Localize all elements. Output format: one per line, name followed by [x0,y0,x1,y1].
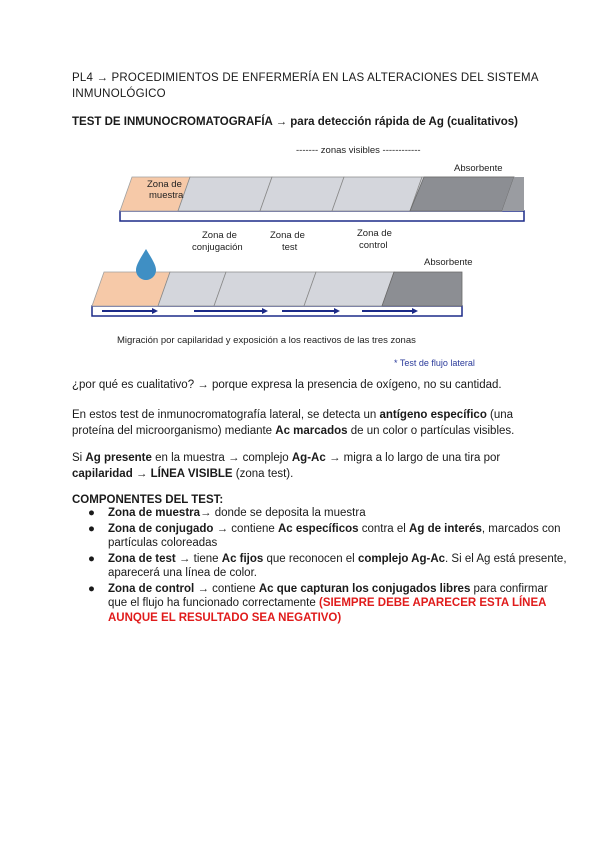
bullet-icon: ● [88,552,95,565]
component-test-desc-3: . Si el Ag está presente, aparecerá una línea de color. [108,552,567,579]
component-control-desc-2: para confirmar que el flujo ha funcionado correctamente [108,582,548,609]
list-item [88,506,568,521]
component-test-desc-2: que reconocen el [263,552,358,565]
component-test-bold-ac: Ac fijos [221,552,264,565]
component-control-warning: (SIEMPRE DEBE APARECER ESTA LÍNEA AUNQUE EL RESULTADO SEA NEGATIVO) [108,597,547,624]
component-test-desc-1: → tiene [175,552,222,565]
detection-text-1: En estos test de inmunocromatografía lateral, se detecta un [72,409,380,421]
list-item [88,522,568,551]
component-conjugate-bold-ag: Ag de interés [409,522,482,535]
component-control-desc-1: → contiene [194,582,259,595]
test-zone-label-line1: Zona de [270,230,305,241]
lateral-flow-test-figure [72,134,532,374]
mechanism-text-2: en la muestra → complejo [151,452,292,464]
control-zone-label-line2: control [359,240,388,251]
detection-paragraph [72,407,532,439]
component-conjugate-desc-2: contra el [358,522,410,535]
component-conjugate-desc-1: → contiene [213,522,278,535]
list-item [88,582,568,626]
mechanism-text-3: → migra a lo largo de una tira por [325,452,501,464]
conjugation-zone-label-line1: Zona de [202,230,237,241]
absorbent-bottom-label: Absorbente [424,257,473,268]
detection-text-2: (una proteína del microorganismo) mediante [72,409,514,437]
sample-zone-label-line1: Zona de [147,179,182,190]
qualitative-question-paragraph [72,377,532,393]
component-test-bold-complex: complejo Ag-Ac [357,552,446,565]
component-conjugate-zone: Zona de conjugado [108,522,214,535]
bullet-icon: ● [88,582,95,595]
components-heading: COMPONENTES DEL TEST: [72,494,224,506]
component-control-zone: Zona de control [108,582,195,595]
detection-bold-antibody: Ac marcados [275,425,348,437]
sample-zone-label-line2: muestra [149,190,184,201]
mechanism-text-1: Si [72,452,86,464]
bullet-icon: ● [88,522,95,535]
conjugation-zone-label-line2: conjugación [192,242,243,253]
mechanism-bold-ag: Ag presente [85,452,152,464]
component-sample-desc: → donde se deposita la muestra [200,507,366,519]
section-heading-immunochromatography: TEST DE INMUNOCROMATOGRAFÍA → para detección rápida de Ag (cualitativos) [72,116,518,128]
detection-text-3: de un color o partículas visibles. [347,425,515,437]
mechanism-bold-visible-line: capilaridad → LÍNEA VISIBLE [72,468,233,480]
document-title: PL4 → PROCEDIMIENTOS DE ENFERMERÍA EN LAS ALTERACIONES DEL SISTEMA INMUNOLÓGICO [72,72,539,100]
list-item [88,552,568,581]
mechanism-bold-complex: Ag-Ac [291,452,326,464]
component-test-zone: Zona de test [108,552,176,565]
test-zone-label-line2: test [282,242,298,253]
mechanism-text-4: (zona test). [232,468,294,480]
visible-zones-label: ------- zonas visibles ------------ [296,145,421,156]
mechanism-paragraph [72,450,532,482]
component-conjugate-desc-3: , marcados con partículas coloreadas [108,522,561,549]
figure-note: * Test de flujo lateral [394,358,475,368]
qualitative-question-text: ¿por qué es cualitativo? → porque expresa la presencia de oxígeno, no su cantidad. [72,379,502,391]
absorbent-top-label: Absorbente [454,163,503,174]
detection-bold-antigen: antígeno específico [379,409,487,421]
control-zone-label-line1: Zona de [357,228,392,239]
components-list [72,506,568,626]
component-conjugate-bold-ac: Ac específicos [278,522,359,535]
component-control-bold-ac: Ac que capturan los conjugados libres [258,582,471,595]
bullet-icon: ● [88,507,95,519]
component-sample-zone: Zona de muestra [108,507,201,519]
figure-caption: Migración por capilaridad y exposición a los reactivos de las tres zonas [117,335,416,346]
